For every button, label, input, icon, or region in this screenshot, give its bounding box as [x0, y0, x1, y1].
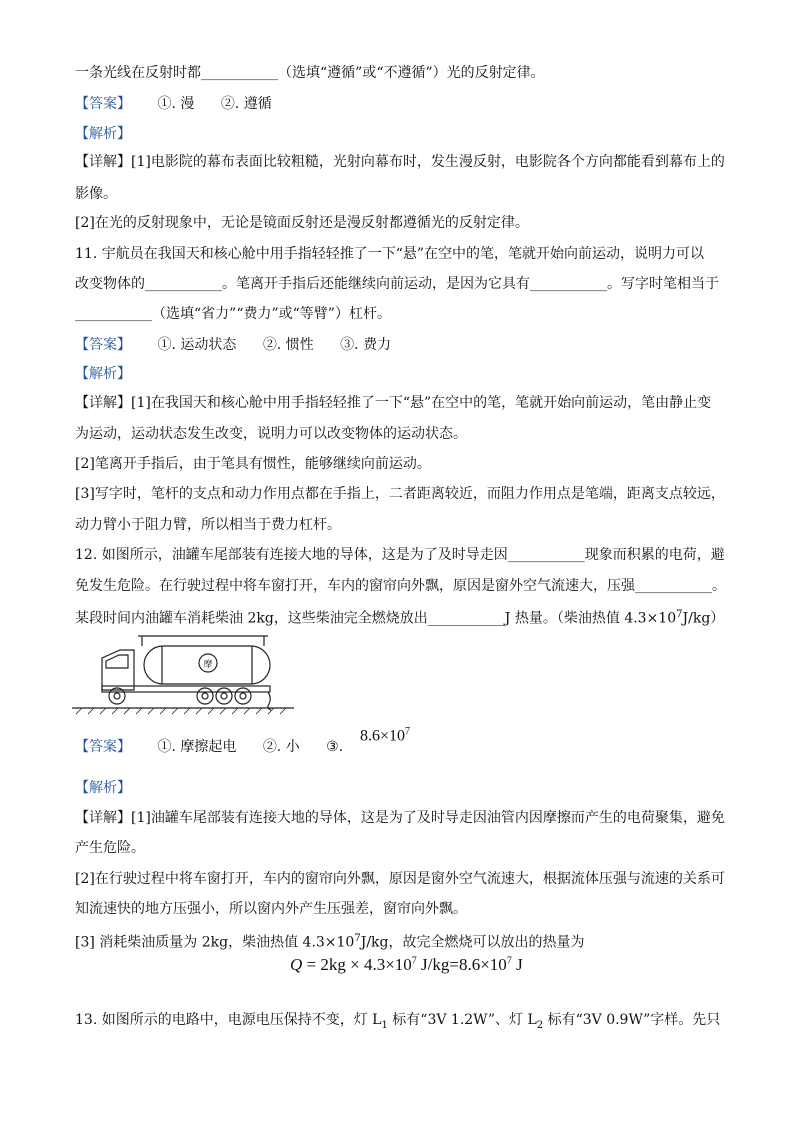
q10-stem-end: 一条光线在反射时都___________（选填“遵循”或“不遵循”）光的反射定律。	[75, 65, 545, 81]
q10-answer	[75, 94, 294, 114]
q12-detail-1: 【详解】[1]油罐车尾部装有连接大地的导体，这是为了及时导走因油管内因摩擦而产生的电荷聚集，避免	[75, 810, 725, 826]
q11-detail-1: 【详解】[1]在我国天和核心舱中用手指轻轻推了一下“悬”在空中的笔，笔就开始向前运动，笔由静止变	[75, 395, 712, 411]
analysis-tag: 【解析】	[75, 126, 131, 142]
answer-2: ②. 遵循	[220, 96, 272, 112]
q11-detail-1b: 为运动，运动状态发生改变，说明力可以改变物体的运动状态。	[75, 426, 467, 442]
answer-tag: 【答案】	[75, 96, 131, 112]
q11-stem-2: 改变物体的___________。笔离开手指后还能继续向前运动，是因为它具有___________。写字时笔相当于	[75, 276, 719, 292]
oil-tanker-truck-figure	[72, 628, 297, 718]
answer-tag: 【答案】	[75, 739, 131, 755]
answer-2: ②. 小	[262, 739, 300, 755]
answer-tag: 【答案】	[75, 337, 131, 353]
q11-stem-3: ___________（选填“省力”“费力”或“等臂”）杠杆。	[75, 306, 391, 322]
q13-stem: 13. 如图所示的电路中，电源电压保持不变，灯 $L_1$ 标有“3V 1.2W”、灯 $L_2$ 标有“3V 0.9W”字样。先只	[75, 1012, 721, 1031]
q10-detail-2: [2]在光的反射现象中，无论是镜面反射还是漫反射都遵循光的反射定律。	[75, 215, 529, 231]
q10-detail-1: 【详解】[1]电影院的幕布表面比较粗糙，光射向幕布时，发生漫反射，电影院各个方向都能看到幕布上的	[75, 154, 725, 170]
q12-stem-1: 12. 如图所示，油罐车尾部装有连接大地的导体，这是为了及时导走因___________现象而积累的电荷，避	[75, 547, 725, 563]
q11-stem-1: 11. 宇航员在我国天和核心舱中用手指轻轻推了一下“悬”在空中的笔，笔就开始向前运动，说明力可以	[75, 246, 705, 262]
answer-1: ①. 漫	[157, 96, 195, 112]
q11-answer	[75, 335, 413, 355]
q11-detail-3b: 动力臂小于阻力臂，所以相当于费力杠杆。	[75, 517, 341, 533]
q12-answer	[75, 737, 365, 757]
q11-detail-3: [3]写字时，笔杆的支点和动力作用点都在手指上，二者距离较近，而阻力作用点是笔端，距离支点较远，	[75, 486, 725, 502]
answer-1: ①. 摩擦起电	[157, 739, 237, 755]
analysis-tag: 【解析】	[75, 366, 131, 382]
tank-emblem-label: 摩	[203, 660, 213, 670]
answer-2: ②. 惯性	[262, 337, 314, 353]
q12-detail-1b: 产生危险。	[75, 840, 145, 856]
q11-detail-2: [2]笔离开手指后，由于笔具有惯性，能够继续向前运动。	[75, 456, 431, 472]
answer-3: ③. 费力	[340, 337, 392, 353]
q12-answer-3-value: $8.6\times 10^7$	[360, 726, 411, 745]
q12-detail-3: [3] 消耗柴油质量为 2kg，柴油热值 $4.3\times 10^7J/kg$，故完全燃烧可以放出的热量为	[75, 933, 585, 951]
q12-detail-2: [2]在行驶过程中将车窗打开，车内的窗帘向外飘，原因是窗外空气流速大，根据流体压强与流速的关系可	[75, 871, 725, 887]
q12-stem-2: 免发生危险。在行驶过程中将车窗打开，车内的窗帘向外飘，原因是窗外空气流速大，压强___________。	[75, 578, 726, 594]
answer-3: ③.	[326, 739, 344, 755]
q12-detail-2b: 知流速快的地方压强小，所以窗内外产生压强差，窗帘向外飘。	[75, 901, 467, 917]
q12-stem-3: 某段时间内油罐车消耗柴油 2kg，这些柴油完全燃烧放出___________J 热量。（柴油热值 $4.3\times 10^7J/kg$）	[75, 609, 725, 627]
analysis-tag: 【解析】	[75, 780, 131, 796]
q10-detail-1b: 影像。	[75, 186, 117, 202]
heat-formula: $Q = 2kg \times 4.3\times 10^7$ $J/kg=8.6\times 10^7$ J	[290, 955, 523, 974]
answer-1: ①. 运动状态	[157, 337, 237, 353]
